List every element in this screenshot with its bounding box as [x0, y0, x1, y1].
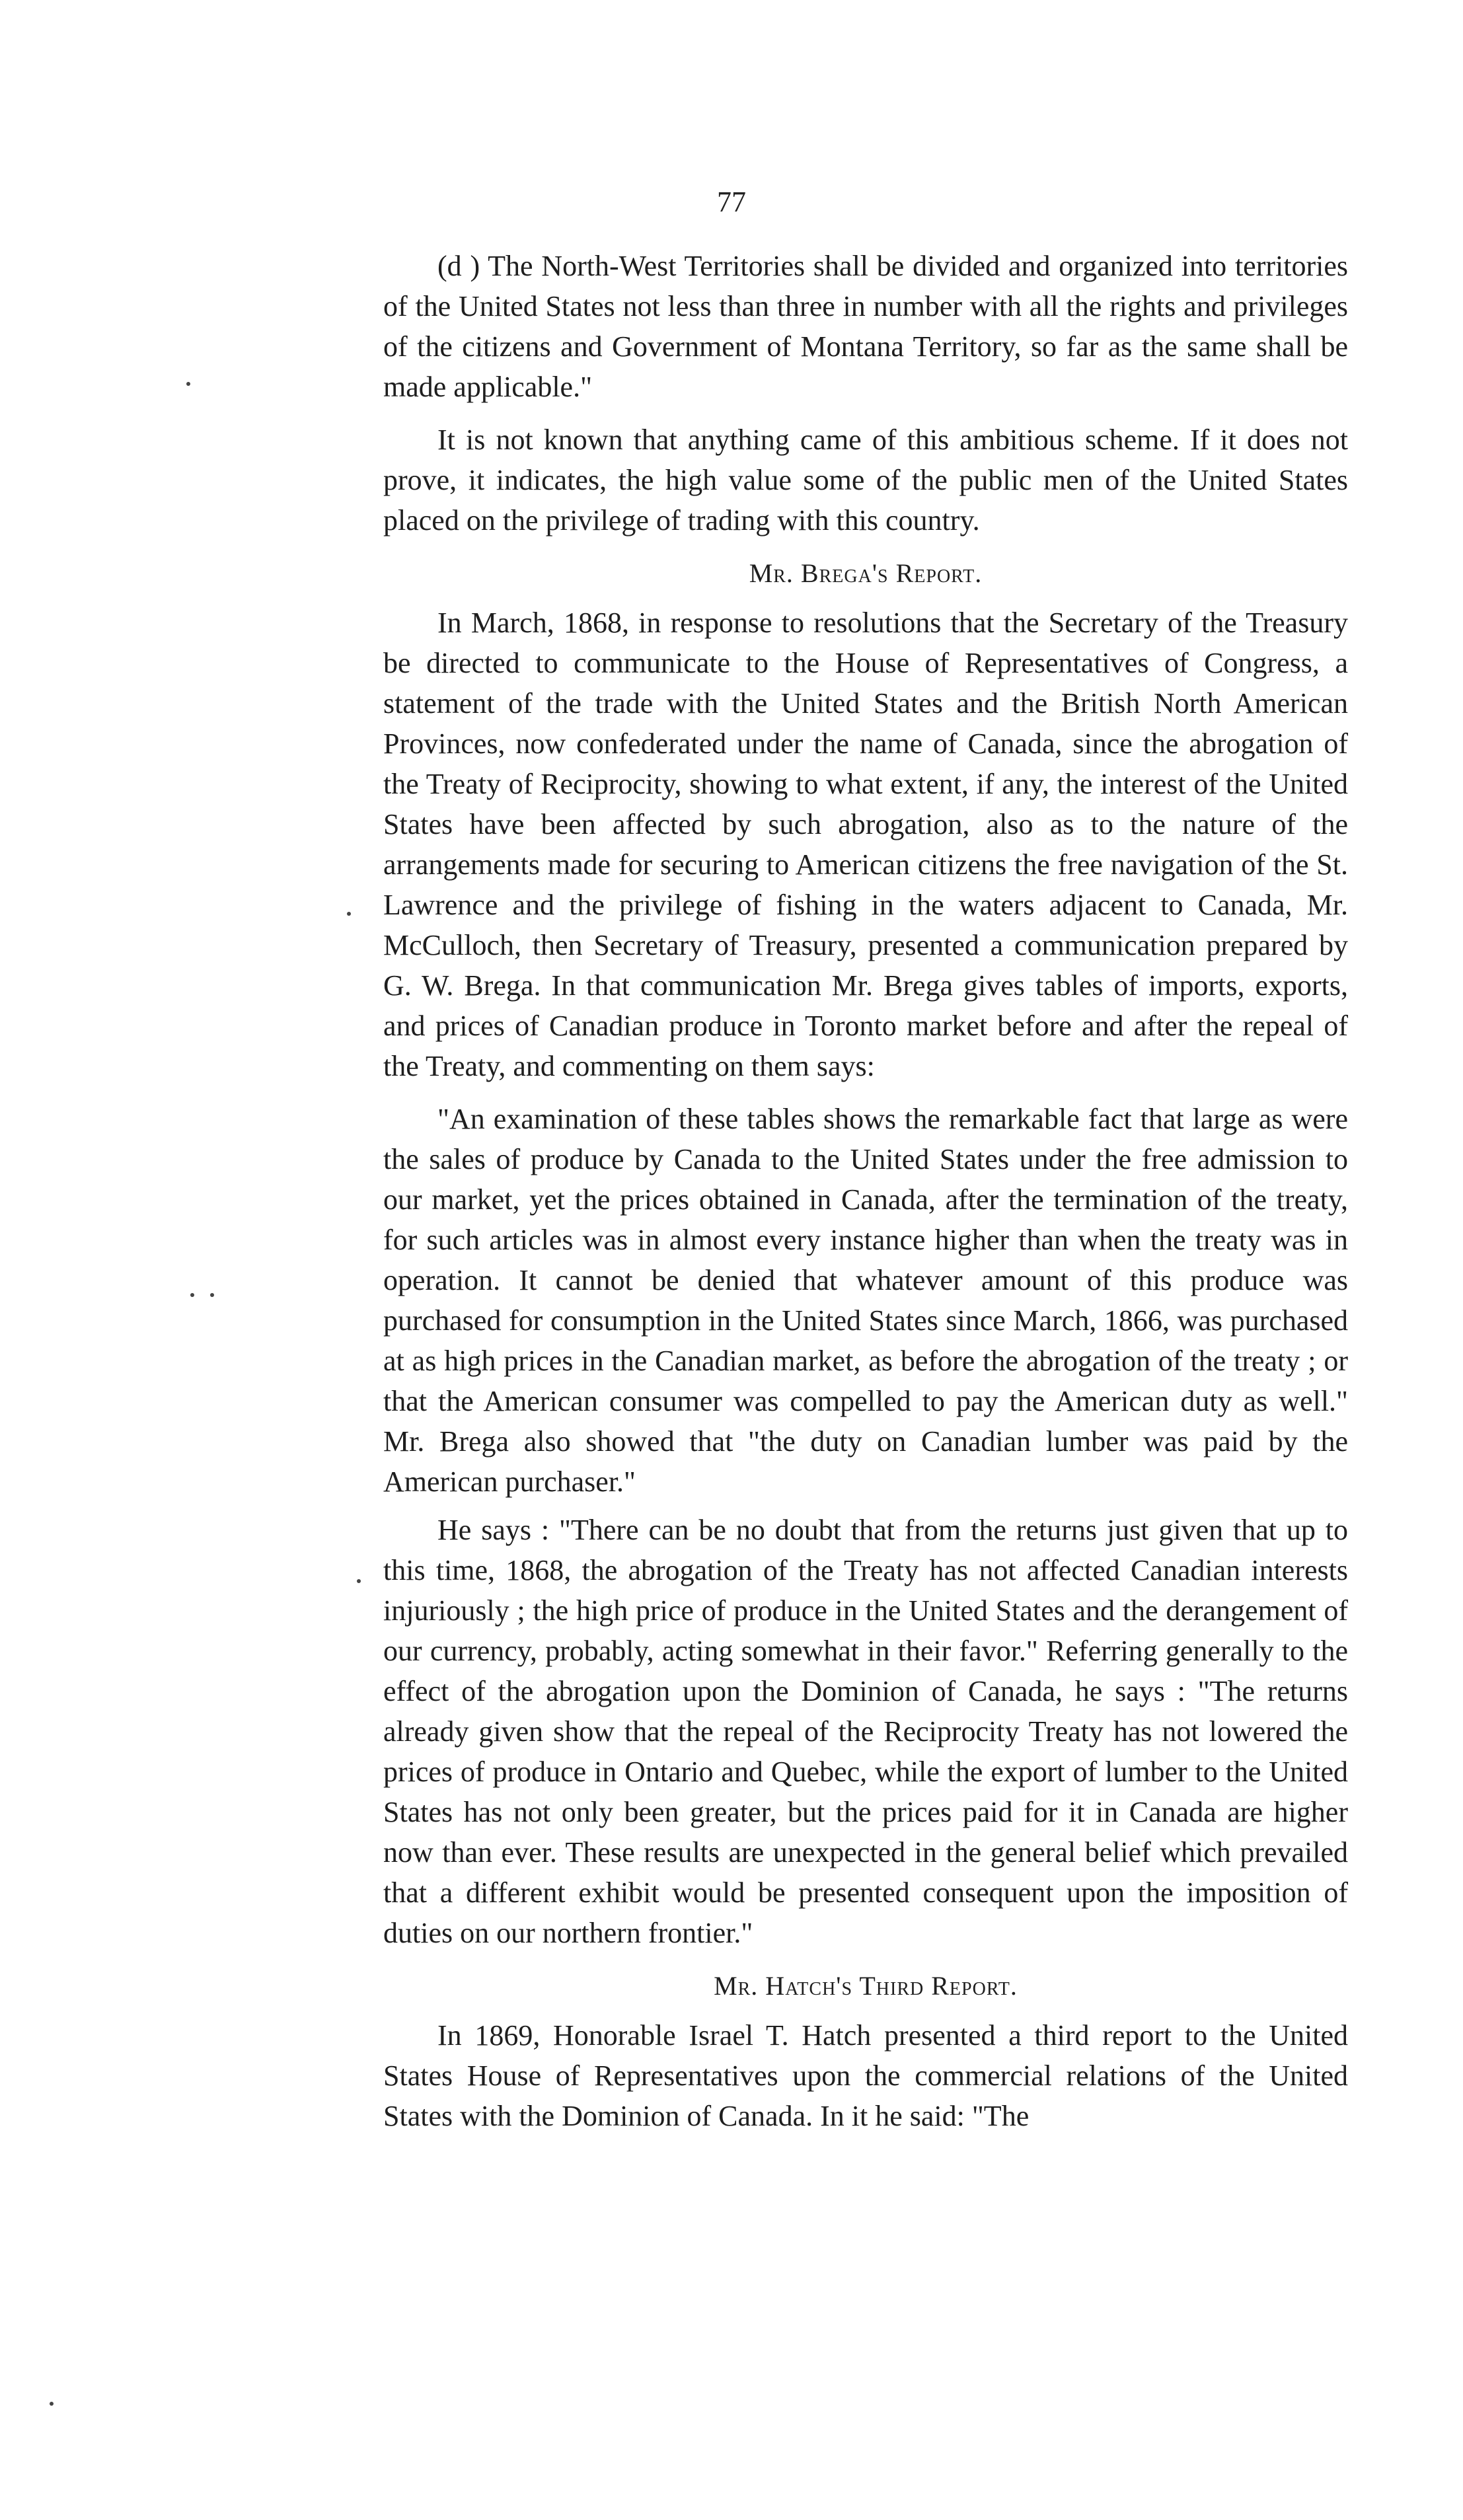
scan-speck — [357, 1579, 361, 1583]
body-paragraph: In 1869, Honorable Israel T. Hatch presented a third report to the United States House of Representatives upon the commercial relations of the United States with the Dominion of Canada. In it he said: "The — [383, 2019, 1348, 2132]
section-heading-brega: Mr. Brega's Report. — [749, 558, 983, 588]
quote-paragraph: "An examination of these tables shows the remarkable fact that large as were the sales of produce by Canada to the United States under the free admission to our market, yet the prices obtained in Canada, after the termination of the treaty, for such articles was in almost every instance higher than when the treaty was in operation. It cannot be denied that whatever amount of this produce was purchased for consumption in the United States since March, 1866, was purchased at as high prices in the Canadian market, as before the abrogation of the treaty ; or that the American consumer was compelled to pay the American duty as well." Mr. Brega also showed that "the duty on Canadian lumber was paid by the American purchaser." — [383, 1103, 1348, 1498]
scan-speck — [347, 912, 351, 916]
scan-speck — [210, 1293, 214, 1297]
body-paragraph: In March, 1868, in response to resolutions that the Secretary of the Treasury be directed to communicate to the House of Representatives of Congress, a statement of the trade with the United States and the British North American Provinces, now confederated under the name of Canada, since the abrogation of the Treaty of Reciprocity, showing to what extent, if any, the interest of the United States have been affected by such abrogation, also as to the nature of the arrangements made for securing to American citizens the free navigation of the St. Lawrence and the privilege of fishing in the waters adjacent to Canada, Mr. McCulloch, then Secretary of Treasury, presented a communication prepared by G. W. Brega. In that communication Mr. Brega gives tables of imports, exports, and prices of Canadian produce in Toronto market before and after the repeal of the Treaty, and commenting on them says: — [383, 607, 1348, 1082]
text-body — [383, 246, 1348, 2149]
clause-paragraph: (d ) The North-West Territories shall be divided and organized into territories of the United States not less than three in number with all the rights and privileges of the citizens and Government of Montana Territory, so far as the same shall be made applicable." — [383, 250, 1348, 403]
scan-speck — [186, 382, 190, 386]
page-number: 77 — [717, 186, 746, 218]
section-heading-hatch: Mr. Hatch's Third Report. — [714, 1971, 1018, 2001]
body-paragraph: He says : "There can be no doubt that from the returns just given that up to this time, 1868, the abrogation of the Treaty has not affected Canadian interests injuriously ; the high price of produce in the United States and the derangement of our currency, probably, acting somewhat in their favor." Referring generally to the effect of the abrogation upon the Dominion of Canada, he says : "The returns already given show that the repeal of the Reciprocity Treaty has not lowered the prices of produce in Ontario and Quebec, while the export of lumber to the United States has not only been greater, but the prices paid for it in Canada are higher now than ever. These results are unexpected in the general belief which prevailed that a different exhibit would be presented consequent upon the imposition of duties on our northern frontier." — [383, 1514, 1348, 1949]
scan-speck — [50, 2402, 54, 2406]
body-paragraph: It is not known that anything came of this ambitious scheme. If it does not prove, it indicates, the high value some of the public men of the United States placed on the privilege of trading with this country. — [383, 424, 1348, 537]
scan-speck — [190, 1293, 194, 1297]
